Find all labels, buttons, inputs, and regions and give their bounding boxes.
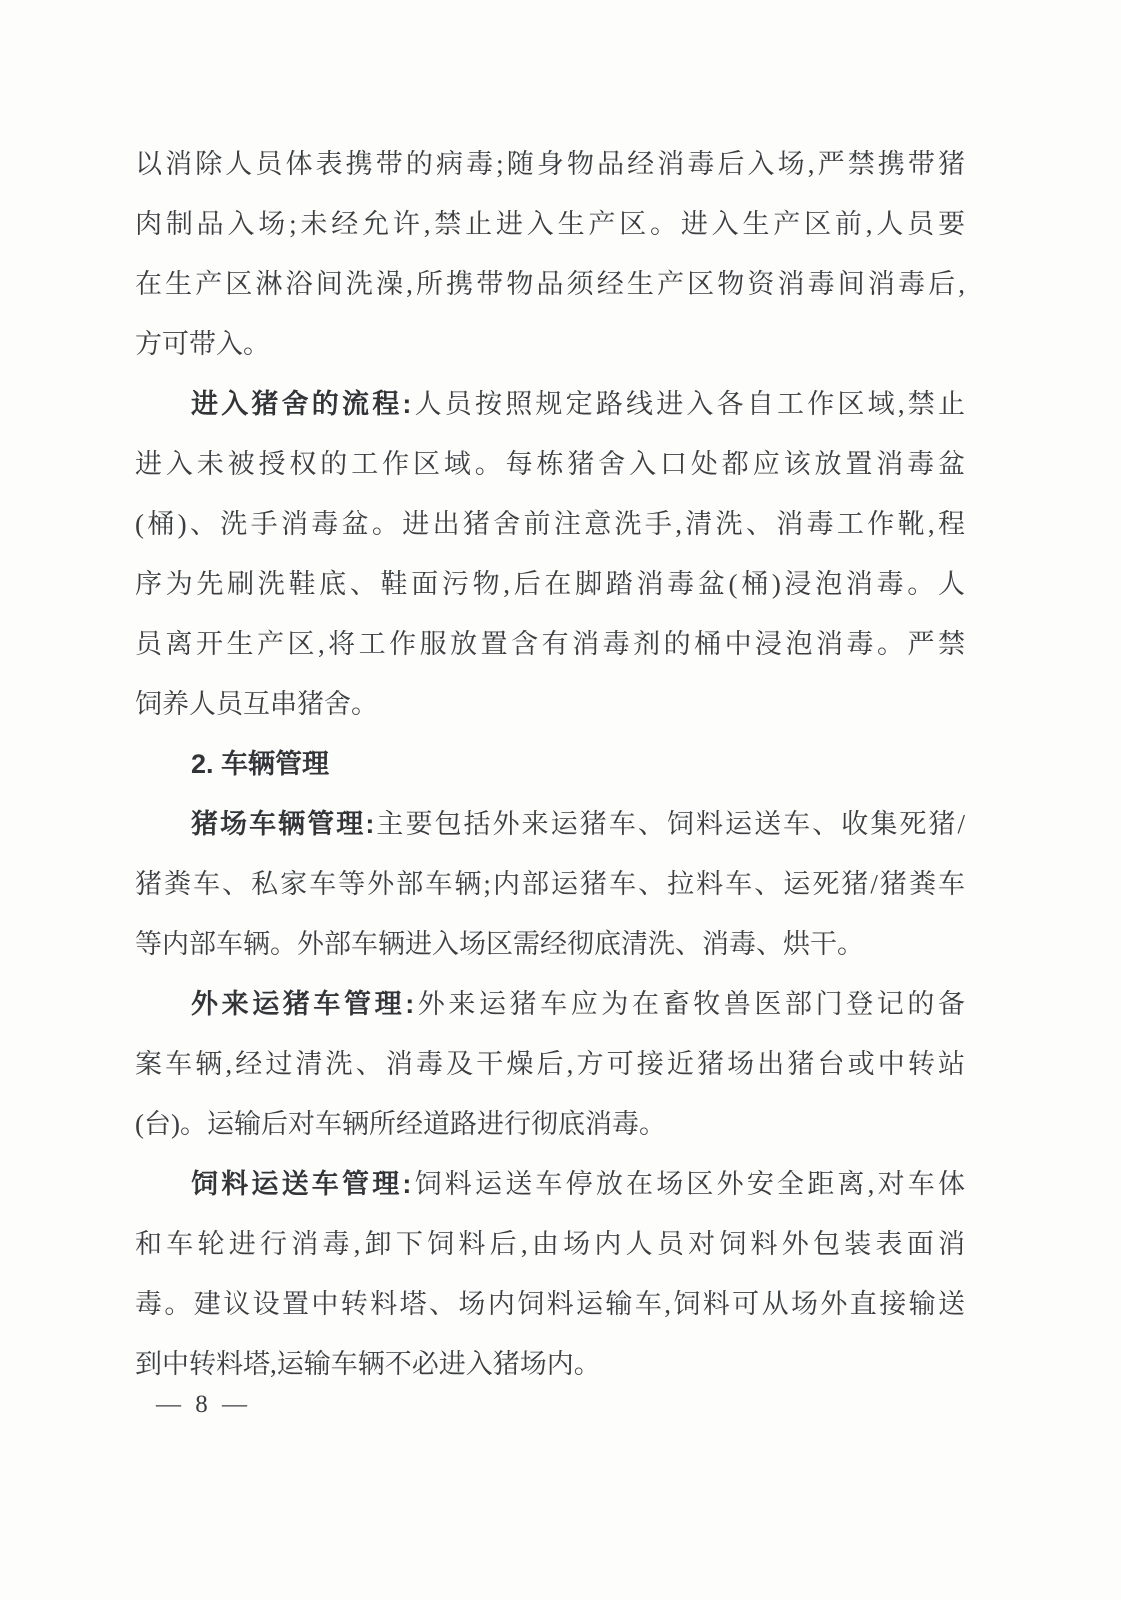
text-line — [135, 134, 965, 194]
text-line — [135, 794, 965, 854]
text-line — [135, 974, 965, 1034]
bold-lead-label: 进入猪舍的流程: — [191, 389, 412, 419]
line-text: 外来运猪车应为在畜牧兽医部门登记的备 — [414, 989, 966, 1019]
text-line — [135, 614, 965, 674]
line-text: (台)。运输后对车辆所经道路进行彻底消毒。 — [135, 1109, 666, 1139]
bold-lead-label: 2. 车辆管理 — [191, 749, 330, 779]
line-text: 到中转料塔,运输车辆不必进入猪场内。 — [135, 1349, 601, 1379]
page-footer — [156, 1390, 251, 1420]
bold-lead-label: 猪场车辆管理: — [191, 809, 375, 839]
section-heading — [135, 734, 965, 794]
document-body — [135, 134, 965, 1394]
bold-lead-label: 外来运猪车管理: — [191, 989, 415, 1019]
line-text: 和车轮进行消毒,卸下饲料后,由场内人员对饲料外包装表面消 — [135, 1229, 965, 1259]
line-text: 员离开生产区,将工作服放置含有消毒剂的桶中浸泡消毒。严禁 — [135, 629, 965, 659]
text-line — [135, 1214, 965, 1274]
line-text: 肉制品入场;未经允许,禁止进入生产区。进入生产区前,人员要 — [135, 209, 965, 239]
line-text: 方可带入。 — [135, 329, 270, 359]
text-line — [135, 434, 965, 494]
line-text: (桶)、洗手消毒盆。进出猪舍前注意洗手,清洗、消毒工作靴,程 — [135, 509, 965, 539]
line-text: 序为先刷洗鞋底、鞋面污物,后在脚踏消毒盆(桶)浸泡消毒。人 — [135, 569, 965, 599]
page-number: — 8 — — [156, 1391, 251, 1418]
text-line — [135, 914, 965, 974]
text-line — [135, 1274, 965, 1334]
line-text: 人员按照规定路线进入各自工作区域,禁止 — [411, 389, 965, 419]
line-text: 进入未被授权的工作区域。每栋猪舍入口处都应该放置消毒盆 — [135, 449, 965, 479]
text-line — [135, 674, 965, 734]
line-text: 在生产区淋浴间洗澡,所携带物品须经生产区物资消毒间消毒后, — [135, 269, 965, 299]
line-text: 饲养人员互串猪舍。 — [135, 689, 378, 719]
text-line — [135, 854, 965, 914]
text-line — [135, 494, 965, 554]
text-line — [135, 1094, 965, 1154]
line-text: 案车辆,经过清洗、消毒及干燥后,方可接近猪场出猪台或中转站 — [135, 1049, 965, 1079]
text-line — [135, 314, 965, 374]
text-line — [135, 1034, 965, 1094]
line-text: 饲料运送车停放在场区外安全距离,对车体 — [411, 1169, 965, 1199]
text-line — [135, 254, 965, 314]
text-line — [135, 1154, 965, 1214]
text-line — [135, 374, 965, 434]
bold-lead-label: 饲料运送车管理: — [191, 1169, 412, 1199]
line-text: 以消除人员体表携带的病毒;随身物品经消毒后入场,严禁携带猪 — [135, 149, 965, 179]
line-text: 主要包括外来运猪车、饲料运送车、收集死猪/ — [374, 809, 965, 839]
text-line — [135, 194, 965, 254]
text-line — [135, 554, 965, 614]
text-line — [135, 1334, 965, 1394]
line-text: 毒。建议设置中转料塔、场内饲料运输车,饲料可从场外直接输送 — [135, 1289, 965, 1319]
line-text: 猪粪车、私家车等外部车辆;内部运猪车、拉料车、运死猪/猪粪车 — [135, 869, 965, 899]
line-text: 等内部车辆。外部车辆进入场区需经彻底清洗、消毒、烘干。 — [135, 929, 864, 959]
